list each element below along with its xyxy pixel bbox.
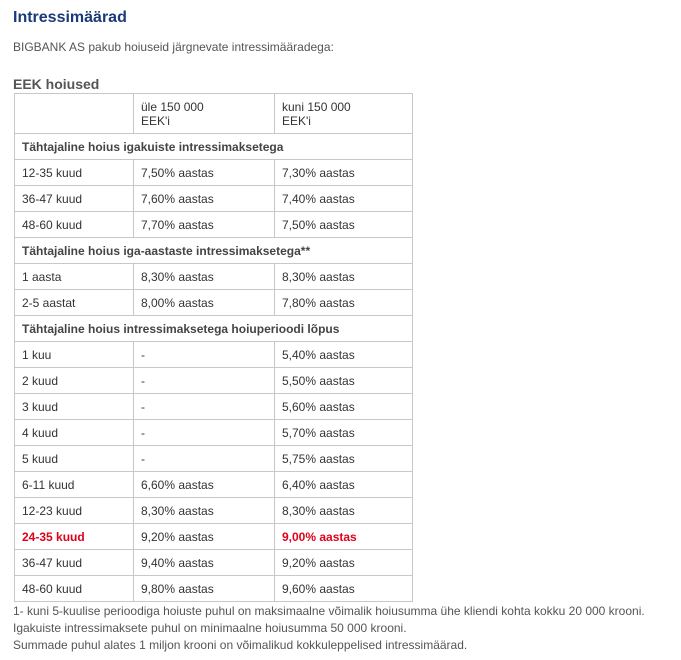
rate-over-cell: - bbox=[134, 368, 275, 394]
period-cell: 12-23 kuud bbox=[15, 498, 134, 524]
period-cell: 1 kuu bbox=[15, 342, 134, 368]
rate-over-cell: 8,30% aastas bbox=[134, 264, 275, 290]
group-title: Tähtajaline hoius intressimaksetega hoiuperioodi lõpus bbox=[15, 316, 413, 342]
table-row bbox=[15, 290, 413, 316]
group-title: Tähtajaline hoius igakuiste intressimaksetega bbox=[15, 134, 413, 160]
footnote: 1- kuni 5-kuulise perioodiga hoiuste puhul on maksimaalne võimalik hoiusumma ühe kliendi kohta kokku 20 000 krooni. bbox=[13, 604, 645, 618]
rate-under-cell: 5,70% aastas bbox=[275, 420, 413, 446]
rate-under-cell: 6,40% aastas bbox=[275, 472, 413, 498]
table-row bbox=[15, 420, 413, 446]
rate-over-cell: 9,80% aastas bbox=[134, 576, 275, 602]
rate-over-cell: 6,60% aastas bbox=[134, 472, 275, 498]
rate-over-cell: - bbox=[134, 420, 275, 446]
table-row bbox=[15, 550, 413, 576]
period-cell: 2 kuud bbox=[15, 368, 134, 394]
footnote: Igakuiste intressimaksete puhul on minimaalne hoiusumma 50 000 krooni. bbox=[13, 621, 407, 635]
rate-over-cell: - bbox=[134, 394, 275, 420]
rate-over-cell: 7,60% aastas bbox=[134, 186, 275, 212]
rate-under-cell: 7,40% aastas bbox=[275, 186, 413, 212]
footnote: Summade puhul alates 1 miljon krooni on võimalikud kokkuleppelised intressimäärad. bbox=[13, 638, 468, 652]
rate-over-cell: 8,30% aastas bbox=[134, 498, 275, 524]
rate-over-cell: 9,20% aastas bbox=[134, 524, 275, 550]
table-row bbox=[15, 446, 413, 472]
header-cell-empty bbox=[15, 94, 134, 134]
period-cell: 36-47 kuud bbox=[15, 186, 134, 212]
period-cell: 5 kuud bbox=[15, 446, 134, 472]
rate-over-cell: - bbox=[134, 342, 275, 368]
section-title: EEK hoiused bbox=[13, 76, 100, 92]
header-under-150000: kuni 150 000 EEK'i bbox=[275, 94, 413, 134]
period-cell: 6-11 kuud bbox=[15, 472, 134, 498]
table-row bbox=[15, 212, 413, 238]
period-cell: 48-60 kuud bbox=[15, 576, 134, 602]
table-row bbox=[15, 342, 413, 368]
rate-under-cell: 5,50% aastas bbox=[275, 368, 413, 394]
period-cell: 12-35 kuud bbox=[15, 160, 134, 186]
period-cell: 3 kuud bbox=[15, 394, 134, 420]
table-row bbox=[15, 160, 413, 186]
period-cell: 2-5 aastat bbox=[15, 290, 134, 316]
page-title: Intressimäärad bbox=[13, 9, 127, 26]
table-row bbox=[15, 498, 413, 524]
footnotes bbox=[13, 603, 645, 654]
period-cell: 4 kuud bbox=[15, 420, 134, 446]
intro-text: BIGBANK AS pakub hoiuseid järgnevate intressimääradega: bbox=[13, 40, 334, 54]
interest-rate-table bbox=[14, 93, 413, 602]
rate-under-cell: 8,30% aastas bbox=[275, 264, 413, 290]
period-cell: 1 aasta bbox=[15, 264, 134, 290]
rate-over-cell: 8,00% aastas bbox=[134, 290, 275, 316]
rate-under-cell: 9,60% aastas bbox=[275, 576, 413, 602]
table-row bbox=[15, 264, 413, 290]
group-title: Tähtajaline hoius iga-aastaste intressimaksetega** bbox=[15, 238, 413, 264]
group-header-row bbox=[15, 238, 413, 264]
highlighted-table-row bbox=[15, 524, 413, 550]
rate-under-cell: 7,50% aastas bbox=[275, 212, 413, 238]
rate-over-cell: 9,40% aastas bbox=[134, 550, 275, 576]
rate-under-cell: 5,40% aastas bbox=[275, 342, 413, 368]
rate-under-cell: 5,60% aastas bbox=[275, 394, 413, 420]
rate-over-cell: 7,70% aastas bbox=[134, 212, 275, 238]
rate-under-cell: 8,30% aastas bbox=[275, 498, 413, 524]
period-cell: 24-35 kuud bbox=[15, 524, 134, 550]
table-row bbox=[15, 576, 413, 602]
period-cell: 48-60 kuud bbox=[15, 212, 134, 238]
period-cell: 36-47 kuud bbox=[15, 550, 134, 576]
table-row bbox=[15, 394, 413, 420]
rate-under-cell: 7,30% aastas bbox=[275, 160, 413, 186]
rate-under-cell: 7,80% aastas bbox=[275, 290, 413, 316]
table-header-row bbox=[15, 94, 413, 134]
table-row bbox=[15, 186, 413, 212]
table-row bbox=[15, 472, 413, 498]
table-row bbox=[15, 368, 413, 394]
rate-under-cell: 5,75% aastas bbox=[275, 446, 413, 472]
rate-under-cell: 9,20% aastas bbox=[275, 550, 413, 576]
rate-over-cell: 7,50% aastas bbox=[134, 160, 275, 186]
group-header-row bbox=[15, 316, 413, 342]
rate-under-cell: 9,00% aastas bbox=[275, 524, 413, 550]
rate-over-cell: - bbox=[134, 446, 275, 472]
header-over-150000: üle 150 000 EEK'i bbox=[134, 94, 275, 134]
group-header-row bbox=[15, 134, 413, 160]
